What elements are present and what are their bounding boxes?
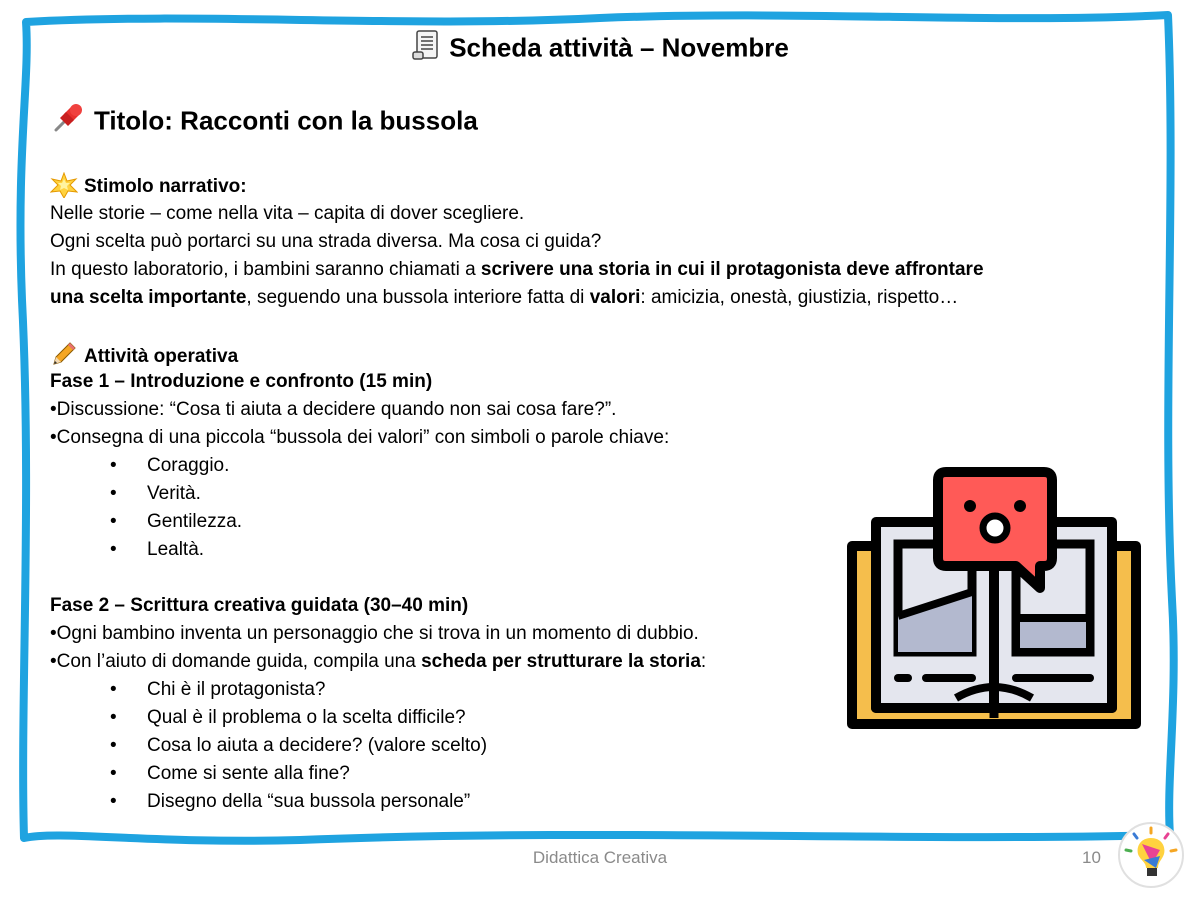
lightbulb-logo-icon bbox=[1116, 820, 1186, 890]
page-title bbox=[0, 28, 1200, 71]
stimulus-line-4: una scelta importante, seguendo una bussola interiore fatta di valori: amicizia, onestà, giustizia, rispetto… bbox=[50, 287, 959, 308]
activity-title bbox=[50, 100, 478, 145]
phase2-title: Fase 2 – Scrittura creativa guidata (30–40 min) bbox=[50, 595, 469, 616]
open-book-speech-bubble-icon bbox=[846, 466, 1142, 732]
list-item: • Gentilezza. bbox=[50, 508, 1160, 536]
stimulus-line-1: Nelle storie – come nella vita – capita di dover scegliere. bbox=[50, 203, 525, 224]
stimulus-line-2: Ogni scelta può portarci su una strada diversa. Ma cosa ci guida? bbox=[50, 231, 602, 252]
phase1-item-1: •Discussione: “Cosa ti aiuta a decidere quando non sai cosa fare?”. bbox=[50, 399, 617, 420]
scroll-icon bbox=[411, 28, 441, 71]
stimulus-line-3: In questo laboratorio, i bambini saranno chiamati a scrivere una storia in cui il protagonista deve affrontare bbox=[50, 259, 984, 280]
phase1-item-2: •Consegna di una piccola “bussola dei valori” con simboli o parole chiave: bbox=[50, 427, 670, 448]
list-item: • Cosa lo aiuta a decidere? (valore scelto) bbox=[50, 732, 1160, 760]
list-item: • Qual è il problema o la scelta difficile? bbox=[50, 704, 1160, 732]
list-item: • Chi è il protagonista? bbox=[50, 676, 1160, 704]
list-item: • Lealtà. bbox=[50, 536, 1160, 564]
list-item: • Come si sente alla fine? bbox=[50, 760, 1160, 788]
pushpin-icon bbox=[50, 100, 86, 145]
list-item: • Verità. bbox=[50, 480, 1160, 508]
page-number: 10 bbox=[1082, 848, 1101, 867]
phase2-item-2: •Con l’aiuto di domande guida, compila una scheda per strutturare la storia: bbox=[50, 651, 707, 672]
operative-heading: Attività operativa bbox=[50, 340, 1160, 368]
activity-title-text: Titolo: Racconti con la bussola bbox=[94, 105, 478, 136]
footer-text: Didattica Creativa bbox=[532, 848, 668, 867]
list-item: • Disegno della “sua bussola personale” bbox=[50, 788, 1160, 816]
phase1-title: Fase 1 – Introduzione e confronto (15 min) bbox=[50, 371, 433, 392]
list-item: • Coraggio. bbox=[50, 452, 1160, 480]
title-text: Scheda attività – Novembre bbox=[449, 32, 789, 63]
stimulus-heading: Stimolo narrativo: bbox=[50, 172, 1160, 200]
phase2-item-1: •Ogni bambino inventa un personaggio che si trova in un momento di dubbio. bbox=[50, 623, 699, 644]
